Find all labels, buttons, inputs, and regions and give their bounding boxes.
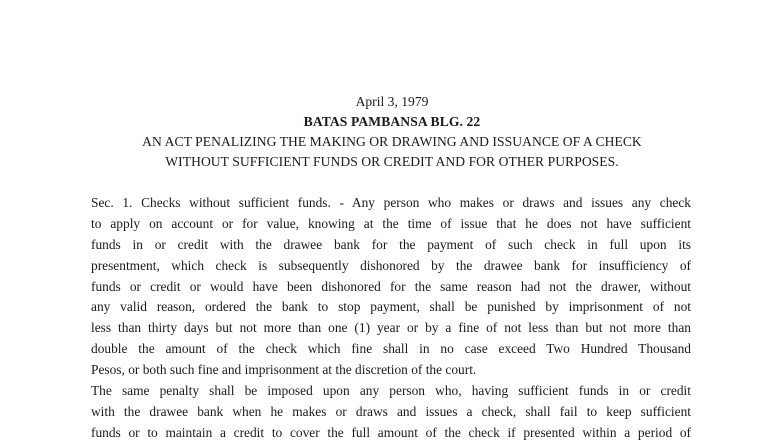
text-line: to apply on account or for value, knowing at the time of issue that he does not have sufficient bbox=[91, 215, 691, 231]
text-line: Sec. 1. Checks without sufficient funds. - Any person who makes or draws and issues any check bbox=[91, 195, 691, 210]
text-line: funds in or credit with the drawee bank for the payment of such check in full upon its bbox=[91, 236, 691, 252]
text-line: funds or credit or would have been dishonored for the same reason had not the drawer, without bbox=[91, 278, 691, 294]
act-subtitle-line-2: WITHOUT SUFFICIENT FUNDS OR CREDIT AND FOR OTHER PURPOSES. bbox=[165, 154, 619, 169]
enactment-date: April 3, 1979 bbox=[355, 94, 429, 109]
text-line: presentment, which check is subsequently dishonored by the drawee bank for insufficiency of bbox=[91, 257, 691, 273]
document-body bbox=[91, 193, 691, 441]
text-line: double the amount of the check which fine shall in no case exceed Two Hundred Thousand bbox=[91, 341, 691, 357]
document-header bbox=[0, 92, 784, 172]
text-line: any valid reason, ordered the bank to stop payment, shall be punished by imprisonment of not bbox=[91, 299, 691, 315]
penalty-paragraph bbox=[91, 381, 691, 441]
text-line: The same penalty shall be imposed upon any person who, having sufficient funds in or credit bbox=[91, 383, 691, 399]
act-subtitle-line-1: AN ACT PENALIZING THE MAKING OR DRAWING AND ISSUANCE OF A CHECK bbox=[142, 134, 642, 149]
text-line: with the drawee bank when he makes or draws and issues a check, shall fail to keep sufficient bbox=[91, 403, 691, 419]
section-1-paragraph bbox=[91, 193, 691, 381]
text-line: less than thirty days but not more than one (1) year or by a fine of not less than but not more than bbox=[91, 320, 691, 336]
law-title: BATAS PAMBANSA BLG. 22 bbox=[303, 114, 481, 129]
text-line: Pesos, or both such fine and imprisonment at the discretion of the court. bbox=[91, 362, 477, 378]
text-line: funds or to maintain a credit to cover the full amount of the check if presented within a period of bbox=[91, 424, 691, 440]
